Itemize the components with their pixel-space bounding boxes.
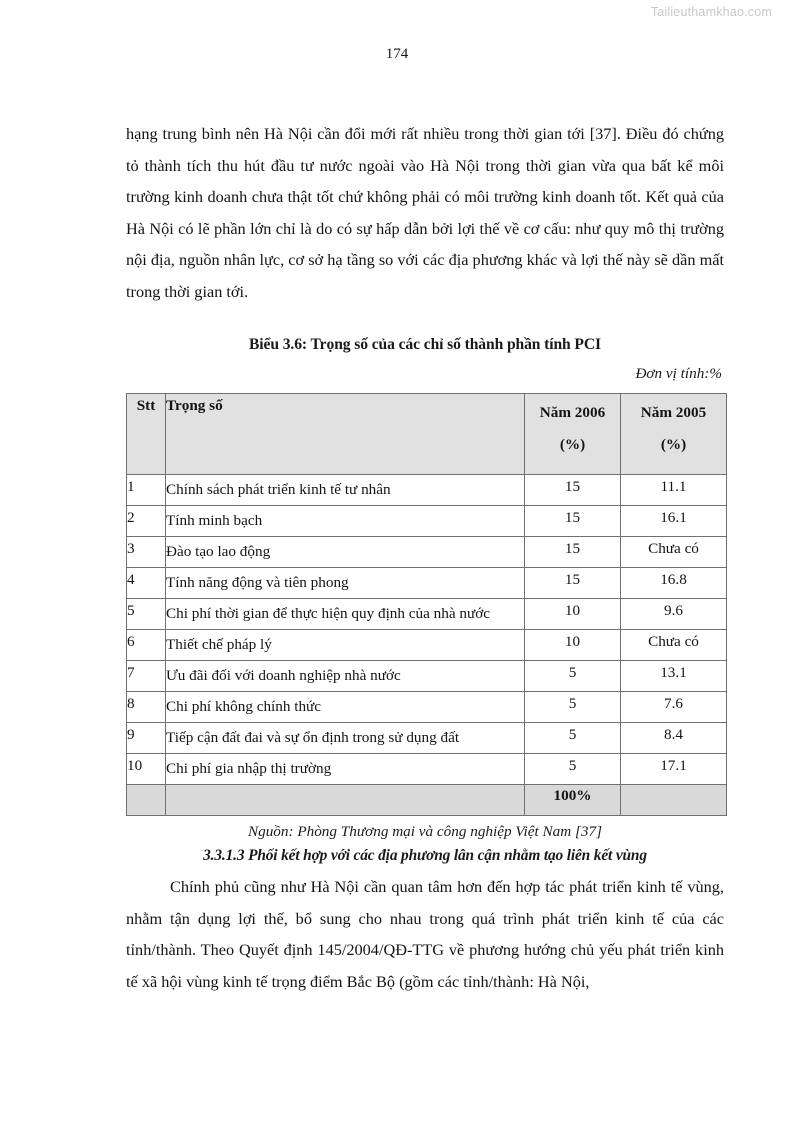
table-row xyxy=(127,506,727,537)
cell-year-2006: 15 xyxy=(525,475,621,506)
cell-year-2006: 5 xyxy=(525,692,621,723)
cell-year-2006: 15 xyxy=(525,506,621,537)
page-content xyxy=(126,118,724,997)
cell-year-2005: 7.6 xyxy=(621,692,727,723)
cell-year-2006: 10 xyxy=(525,630,621,661)
cell-year-2006: 5 xyxy=(525,723,621,754)
table-caption: Biểu 3.6: Trọng số của các chỉ số thành phần tính PCI xyxy=(249,336,601,353)
pci-weights-table xyxy=(126,393,727,816)
column-header-stt: Stt xyxy=(127,394,166,475)
paragraph-top: hạng trung bình nên Hà Nội cần đổi mới rất nhiều trong thời gian tới [37]. Điều đó chứng tỏ thành tích thu hút đầu tư nước ngoài vào Hà Nội trong thời gian vừa qua bất kể môi trường kinh doanh chưa thật tốt chứ không phải có môi trường kinh doanh tốt. Kết quả của Hà Nội có lẽ phần lớn chỉ là do có sự hấp dẫn bởi lợi thế về cơ cấu: như quy mô thị trường nội địa, nguồn nhân lực, cơ sở hạ tầng so với các địa phương khác và lợi thế này sẽ dần mất trong thời gian tới. xyxy=(126,124,724,301)
paragraph-bottom: Chính phủ cũng như Hà Nội cần quan tâm hơn đến hợp tác phát triển kinh tế vùng, nhằm tận dụng lợi thế, bổ sung cho nhau trong quá trình phát triển kinh tế của các tỉnh/thành. Theo Quyết định 145/2004/QĐ-TTG về phương hướng chủ yếu phát triển kinh tế xã hội vùng kinh tế trọng điểm Bắc Bộ (gồm các tỉnh/thành: Hà Nội, xyxy=(126,877,724,991)
column-header-year-2005-unit: (%) xyxy=(660,436,687,453)
column-header-year-2005-label: Năm 2005 xyxy=(640,404,707,421)
table-row xyxy=(127,537,727,568)
cell-year-2006: 15 xyxy=(525,537,621,568)
cell-year-2006: 10 xyxy=(525,599,621,630)
table-row xyxy=(127,723,727,754)
table-row xyxy=(127,661,727,692)
cell-stt: 9 xyxy=(127,723,166,754)
page-number: 174 xyxy=(385,46,409,62)
table-body xyxy=(127,475,727,816)
table-row xyxy=(127,599,727,630)
cell-year-2005: 16.8 xyxy=(621,568,727,599)
cell-weight-name: Đào tạo lao động xyxy=(166,537,525,568)
cell-stt: 6 xyxy=(127,630,166,661)
table-header-row xyxy=(127,394,727,475)
cell-year-2006: 15 xyxy=(525,568,621,599)
watermark-text: Tailieuthamkhao.com xyxy=(650,5,772,19)
column-header-weight: Trọng số xyxy=(166,394,525,475)
table-unit-note: Đơn vị tính:% xyxy=(635,365,722,382)
cell-year-2005: 9.6 xyxy=(621,599,727,630)
cell-weight-name: Chi phí gia nhập thị trường xyxy=(166,754,525,785)
cell-weight-name: Tiếp cận đất đai và sự ổn định trong sử dụng đất xyxy=(166,723,525,754)
cell-stt: 8 xyxy=(127,692,166,723)
cell-stt: 3 xyxy=(127,537,166,568)
cell-stt: 10 xyxy=(127,754,166,785)
cell-year-2005: 17.1 xyxy=(621,754,727,785)
table-row xyxy=(127,630,727,661)
cell-total-year-2006: 100% xyxy=(525,785,621,816)
column-header-year-2006 xyxy=(525,394,621,475)
table-row xyxy=(127,475,727,506)
cell-weight-name: Chi phí không chính thức xyxy=(166,692,525,723)
cell-year-2005: Chưa có xyxy=(621,630,727,661)
cell-total-stt xyxy=(127,785,166,816)
table-row xyxy=(127,754,727,785)
cell-total-year-2005 xyxy=(621,785,727,816)
cell-total-name xyxy=(166,785,525,816)
cell-weight-name: Tính minh bạch xyxy=(166,506,525,537)
table-total-row xyxy=(127,785,727,816)
cell-weight-name: Tính năng động và tiên phong xyxy=(166,568,525,599)
cell-stt: 4 xyxy=(127,568,166,599)
cell-weight-name: Chi phí thời gian để thực hiện quy định của nhà nước xyxy=(166,599,525,630)
column-header-year-2006-label: Năm 2006 xyxy=(539,404,606,421)
cell-weight-name: Ưu đãi đối với doanh nghiệp nhà nước xyxy=(166,661,525,692)
column-header-year-2005 xyxy=(621,394,727,475)
cell-year-2005: 16.1 xyxy=(621,506,727,537)
cell-year-2006: 5 xyxy=(525,754,621,785)
cell-stt: 7 xyxy=(127,661,166,692)
cell-stt: 5 xyxy=(127,599,166,630)
cell-year-2005: 8.4 xyxy=(621,723,727,754)
cell-weight-name: Thiết chế pháp lý xyxy=(166,630,525,661)
cell-year-2005: 11.1 xyxy=(621,475,727,506)
section-heading: 3.3.1.3 Phối kết hợp với các địa phương lân cận nhằm tạo liên kết vùng xyxy=(203,847,647,864)
column-header-year-2006-unit: (%) xyxy=(559,436,586,453)
table-source: Nguồn: Phòng Thương mại và công nghiệp Việt Nam [37] xyxy=(247,823,602,840)
cell-weight-name: Chính sách phát triển kinh tế tư nhân xyxy=(166,475,525,506)
cell-stt: 2 xyxy=(127,506,166,537)
cell-stt: 1 xyxy=(127,475,166,506)
table-row xyxy=(127,692,727,723)
table-row xyxy=(127,568,727,599)
cell-year-2006: 5 xyxy=(525,661,621,692)
table-header xyxy=(127,394,727,475)
cell-year-2005: Chưa có xyxy=(621,537,727,568)
cell-year-2005: 13.1 xyxy=(621,661,727,692)
